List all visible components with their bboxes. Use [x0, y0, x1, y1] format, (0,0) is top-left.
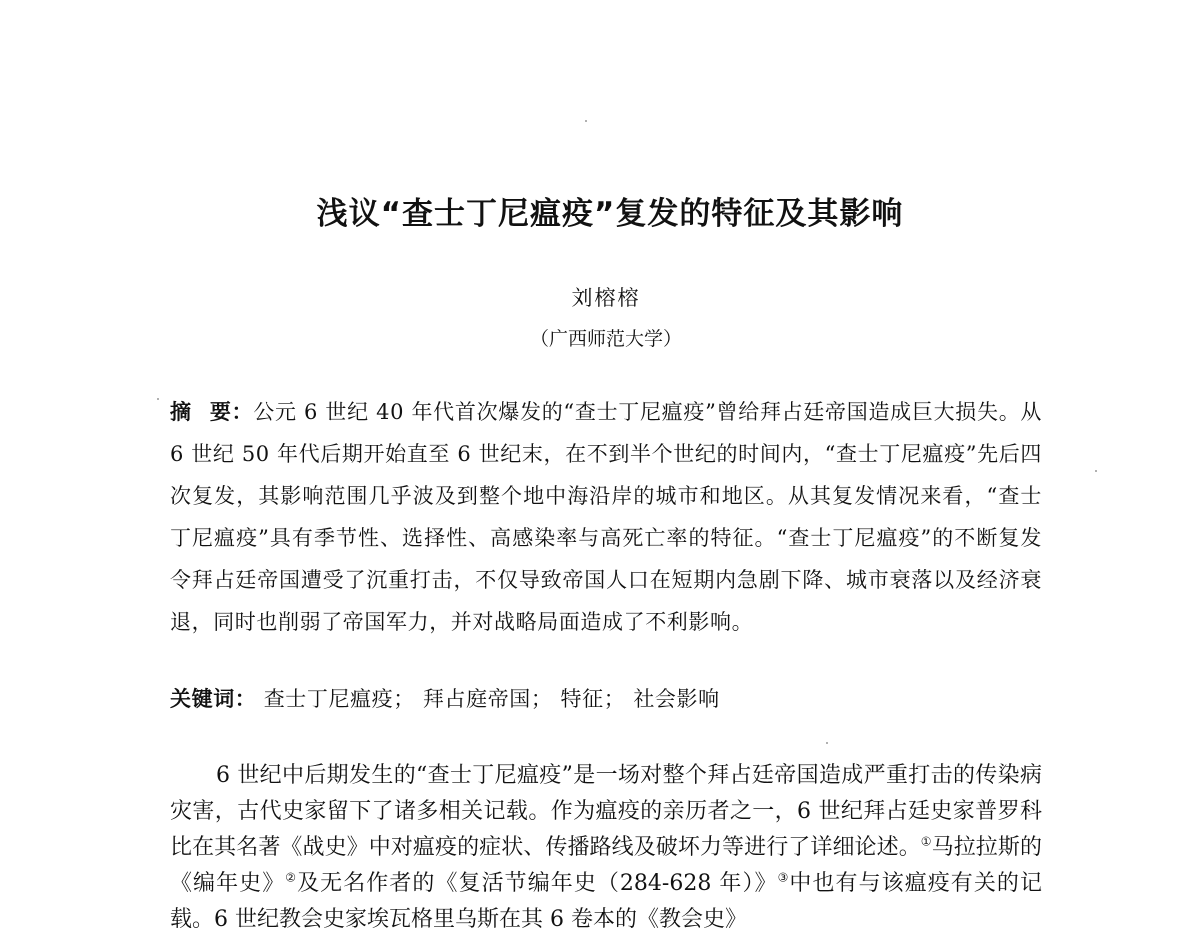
- scan-speck: [1095, 470, 1097, 472]
- author-affiliation: （广西师范大学）: [529, 328, 682, 350]
- abstract-label-part1: 摘: [170, 400, 192, 424]
- body-text-segment: 马拉拉斯的《编年史》: [170, 835, 1042, 896]
- abstract-label-part2: 要：: [209, 400, 254, 424]
- author-name: 刘榕榕: [571, 286, 641, 310]
- footnote-ref[interactable]: ③: [777, 870, 790, 885]
- keyword-item: 查士丁尼瘟疫；: [263, 687, 415, 711]
- scan-speck: [826, 742, 828, 744]
- keyword-item: 社会影响: [633, 687, 720, 711]
- abstract: [170, 391, 1042, 643]
- keyword-item: 特征；: [560, 687, 626, 711]
- keywords-label: 关键词：: [170, 687, 257, 711]
- scan-speck: [585, 120, 587, 122]
- body-text-segment: 6 世纪中后期发生的“查士丁尼瘟疫”是一场对整个拜占廷帝国造成严重打击的传染病灾害，古代史家留下了诸多相关记载。作为瘟疫的亲历者之一，6 世纪拜占廷史家普罗科比在其名著《战史》中对瘟疫的症状、传播路线及破坏力等进行了详细论述。: [170, 763, 1042, 860]
- paper-title: 浅议“查士丁尼瘟疫”复发的特征及其影响: [316, 196, 904, 232]
- footnote-ref[interactable]: ①: [920, 834, 932, 849]
- body-text-segment: 中也有与该瘟疫有关的记载。6 世纪教会史家埃瓦格里乌斯在其 6 卷本的《教会史》: [170, 871, 1042, 932]
- body-paragraph: [170, 758, 1042, 938]
- body-text-segment: 及无名作者的《复活节编年史（284-628 年）》: [297, 871, 778, 896]
- keywords: [170, 678, 1042, 720]
- abstract-label: [170, 400, 253, 424]
- scan-speck: [157, 398, 159, 400]
- keyword-item: 拜占庭帝国；: [422, 687, 553, 711]
- abstract-text: 公元 6 世纪 40 年代首次爆发的“查士丁尼瘟疫”曾给拜占廷帝国造成巨大损失。从 6 世纪 50 年代后期开始直至 6 世纪末，在不到半个世纪的时间内，“查士丁尼瘟疫”先后四次复发，其影响范围几乎波及到整个地中海沿岸的城市和地区。从其复发情况来看，“查士丁尼瘟疫”具有季节性、选择性、高感染率与高死亡率的特征。“查士丁尼瘟疫”的不断复发令拜占廷帝国遭受了沉重打击，不仅导致帝国人口在短期内急剧下降、城市衰落以及经济衰退，同时也削弱了帝国军力，并对战略局面造成了不利影响。: [170, 400, 1043, 634]
- footnote-ref[interactable]: ②: [285, 870, 298, 885]
